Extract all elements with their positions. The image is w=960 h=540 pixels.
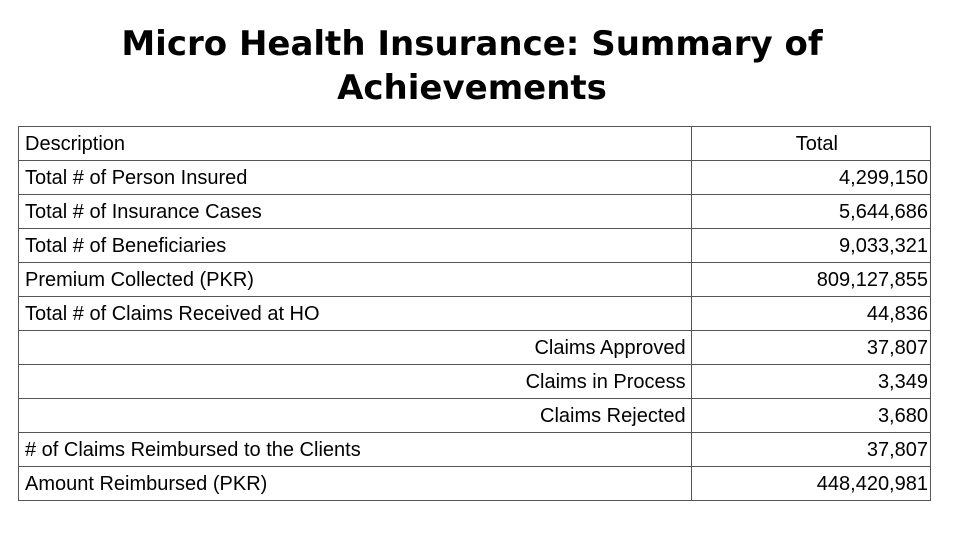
table-row xyxy=(19,229,931,263)
row-total: 9,033,321 xyxy=(691,229,930,263)
row-total: 44,836 xyxy=(691,297,930,331)
row-description: # of Claims Reimbursed to the Clients xyxy=(19,433,692,467)
table-row xyxy=(19,467,931,501)
table-row xyxy=(19,195,931,229)
slide-title-line-1: Micro Health Insurance: Summary of xyxy=(121,24,823,64)
table-row xyxy=(19,433,931,467)
row-total: 4,299,150 xyxy=(691,161,930,195)
row-total: 37,807 xyxy=(691,433,930,467)
row-total: 3,349 xyxy=(691,365,930,399)
row-description: Amount Reimbursed (PKR) xyxy=(19,467,692,501)
row-total: 37,807 xyxy=(691,331,930,365)
table-row xyxy=(19,297,931,331)
row-total: 809,127,855 xyxy=(691,263,930,297)
row-description: Total # of Beneficiaries xyxy=(19,229,692,263)
table-header-row xyxy=(19,127,931,161)
slide-title xyxy=(0,22,944,110)
table-row xyxy=(19,263,931,297)
row-description: Total # of Insurance Cases xyxy=(19,195,692,229)
row-description: Premium Collected (PKR) xyxy=(19,263,692,297)
row-description: Total # of Person Insured xyxy=(19,161,692,195)
table-subrow xyxy=(19,399,931,433)
row-description: Total # of Claims Received at HO xyxy=(19,297,692,331)
table-row xyxy=(19,161,931,195)
row-total: 5,644,686 xyxy=(691,195,930,229)
row-total: 3,680 xyxy=(691,399,930,433)
slide-title-line-2: Achievements xyxy=(337,68,607,108)
header-total: Total xyxy=(691,127,930,161)
table-subrow xyxy=(19,365,931,399)
subrow-description: Claims Rejected xyxy=(19,399,692,433)
subrow-description: Claims in Process xyxy=(19,365,692,399)
row-total: 448,420,981 xyxy=(691,467,930,501)
achievements-table xyxy=(18,126,931,501)
subrow-description: Claims Approved xyxy=(19,331,692,365)
table-subrow xyxy=(19,331,931,365)
header-description: Description xyxy=(19,127,692,161)
